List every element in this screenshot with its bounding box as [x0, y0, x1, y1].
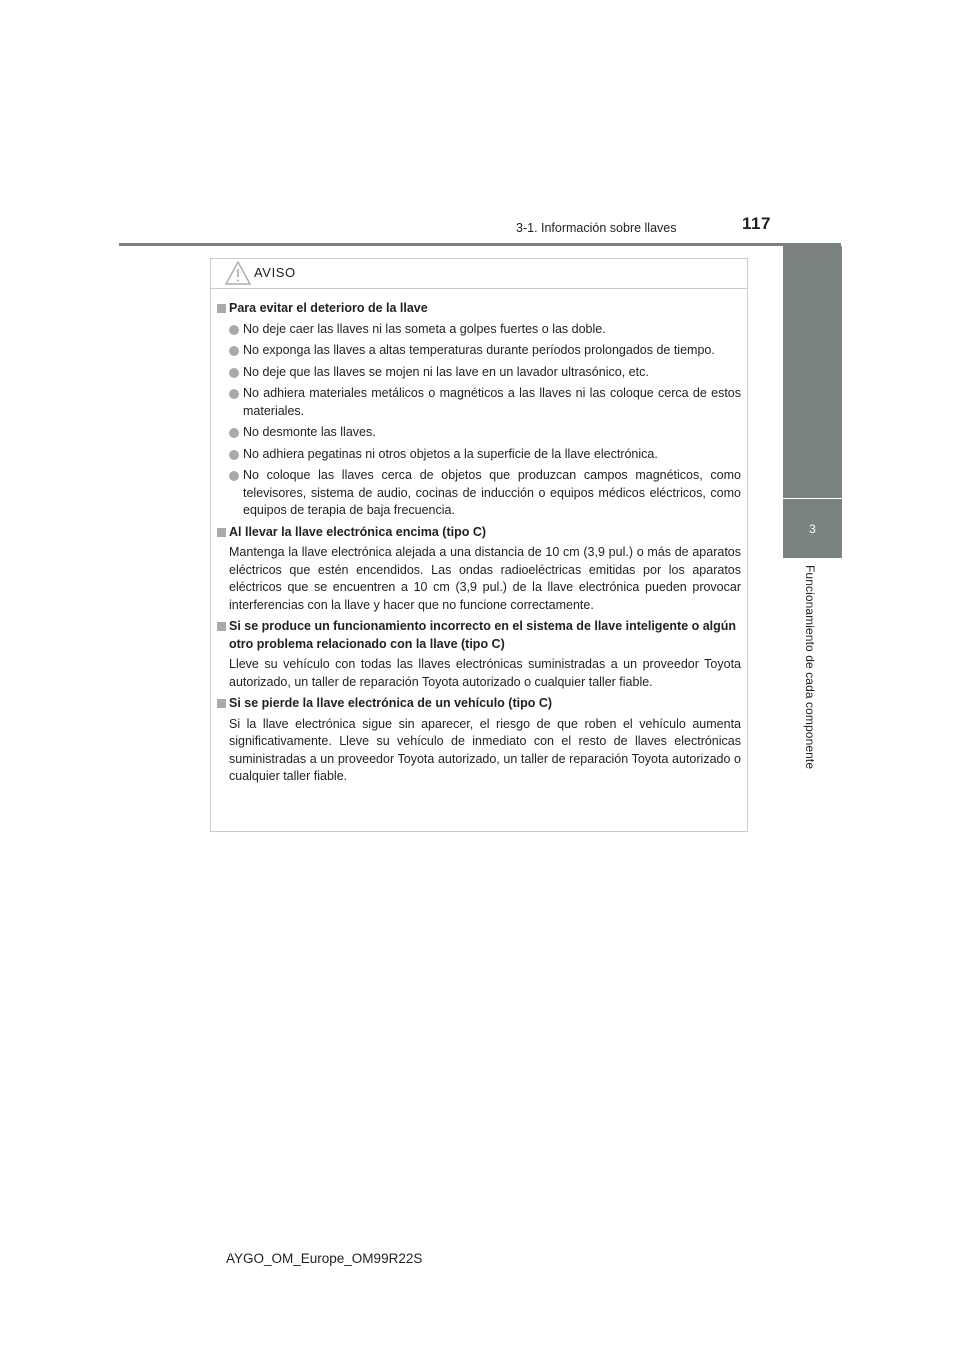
dot-bullet-icon	[229, 346, 239, 356]
square-bullet-icon	[217, 622, 226, 631]
list-item-text: No coloque las llaves cerca de objetos que produzcan campos magnéticos, como televisores, sistema de audio, cocinas de inducción o equipos médicos eléctricos, como equipos de terapia de baja frecuencia.	[243, 468, 741, 517]
section-key-damage	[217, 300, 741, 520]
section-title	[217, 618, 741, 653]
section-title-text: Si se produce un funcionamiento incorrecto en el sistema de llave inteligente o algún otro problema relacionado con la llave (tipo C)	[229, 619, 737, 651]
section-header: 3-1. Información sobre llaves	[516, 221, 677, 235]
square-bullet-icon	[217, 699, 226, 708]
section-paragraph: Si la llave electrónica sigue sin aparecer, el riesgo de que roben el vehículo aumenta significativamente. Lleve su vehículo de inmediato con el resto de llaves electrónicas suministradas a un proveedor Toyota autorizado, un taller de reparación Toyota autorizado o cualquier taller fiable.	[229, 716, 741, 783]
dot-bullet-icon	[229, 471, 239, 481]
section-title-text: Para evitar el deterioro de la llave	[229, 301, 428, 315]
list-item	[217, 342, 741, 360]
list-item-text: No desmonte las llaves.	[243, 425, 376, 439]
section-malfunction	[217, 618, 741, 691]
page-number: 117	[742, 214, 771, 233]
section-title	[217, 524, 741, 542]
warning-label: AVISO	[254, 265, 296, 280]
list-item-text: No exponga las llaves a altas temperaturas durante períodos prolongados de tiempo.	[243, 343, 715, 357]
dot-bullet-icon	[229, 325, 239, 335]
dot-bullet-icon	[229, 389, 239, 399]
footer-code: AYGO_OM_Europe_OM99R22S	[226, 1251, 423, 1266]
dot-bullet-icon	[229, 450, 239, 460]
section-title	[217, 695, 741, 713]
list-item	[217, 385, 741, 420]
chapter-title: Funcionamiento de cada componente	[803, 565, 817, 770]
section-title	[217, 300, 741, 318]
section-paragraph: Lleve su vehículo con todas las llaves electrónicas suministradas a un proveedor Toyota autorizado, un taller de reparación Toyota autorizado o cualquier taller fiable.	[229, 657, 741, 689]
list-item	[217, 446, 741, 464]
section-title-text: Al llevar la llave electrónica encima (tipo C)	[229, 524, 487, 539]
chapter-tab	[783, 499, 842, 558]
header-rule	[119, 243, 841, 246]
list-item	[217, 364, 741, 382]
list-item	[217, 321, 741, 339]
square-bullet-icon	[217, 304, 226, 313]
warning-triangle-icon	[225, 261, 251, 285]
warning-box	[210, 258, 748, 832]
list-item-text: No adhiera materiales metálicos o magnéticos a las llaves ni las coloque cerca de estos materiales.	[243, 386, 741, 418]
section-lost-key	[217, 695, 741, 786]
warning-body	[211, 289, 747, 786]
list-item-text: No adhiera pegatinas ni otros objetos a la superficie de la llave electrónica.	[243, 446, 658, 461]
list-item	[217, 424, 741, 442]
side-strip-top	[783, 246, 842, 498]
chapter-number: 3	[809, 521, 816, 536]
dot-bullet-icon	[229, 368, 239, 378]
list-item-text: No deje caer las llaves ni las someta a golpes fuertes o las doble.	[243, 321, 606, 336]
section-title-text: Si se pierde la llave electrónica de un vehículo (tipo C)	[229, 696, 553, 710]
section-paragraph: Mantenga la llave electrónica alejada a una distancia de 10 cm (3,9 pul.) o más de aparatos eléctricos que estén encendidos. Las ondas radioeléctricas emitidas por los aparatos eléctricos que se encuentren a 10 cm (3,9 pul.) de la llave electrónica pueden provocar interferencias con la llave y hacer que no funcione correctamente.	[229, 545, 741, 612]
list-item	[217, 467, 741, 520]
list-item-text: No deje que las llaves se mojen ni las lave en un lavador ultrasónico, etc.	[243, 364, 649, 379]
section-carrying-key	[217, 524, 741, 615]
warning-header	[211, 259, 747, 289]
square-bullet-icon	[217, 528, 226, 537]
dot-bullet-icon	[229, 428, 239, 438]
